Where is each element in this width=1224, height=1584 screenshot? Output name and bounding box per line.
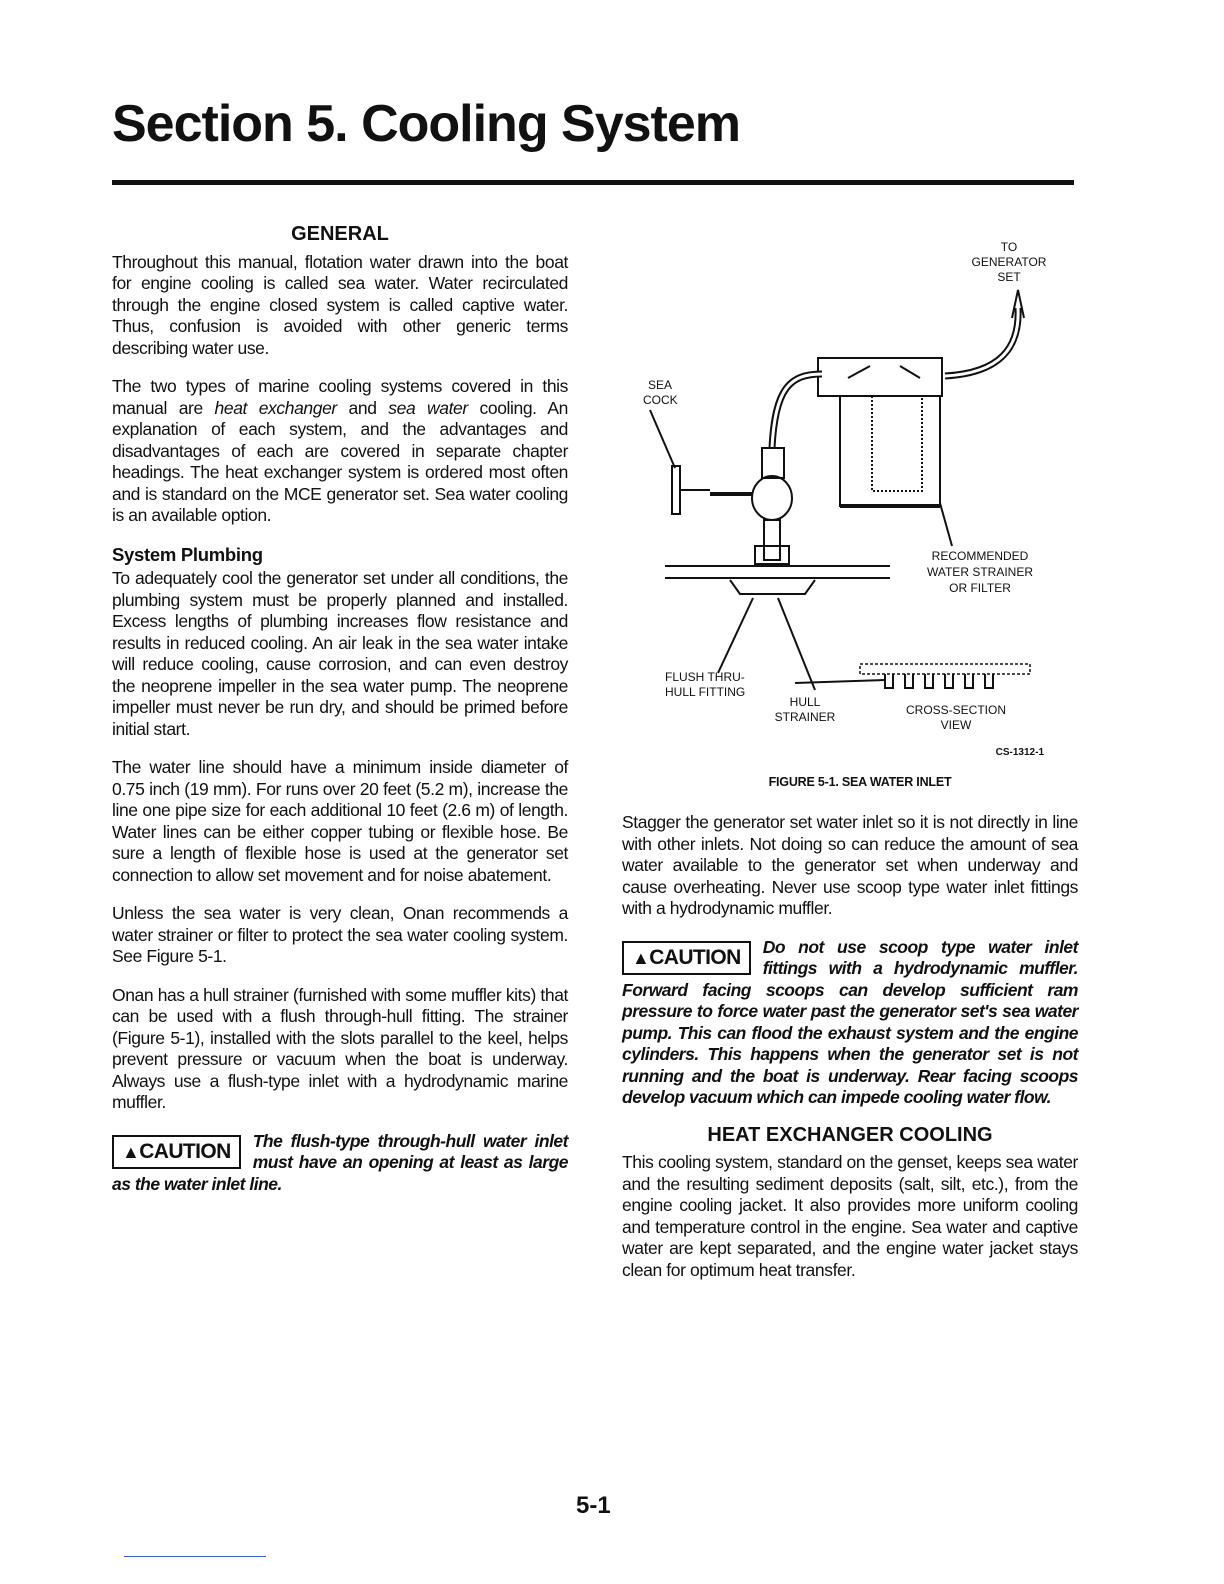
inlet-hose [772, 374, 822, 448]
warning-triangle-icon: ▲ [632, 947, 650, 968]
page-title: Section 5. Cooling System [112, 95, 741, 153]
label-hull-fitting: HULL FITTING [665, 685, 746, 699]
warning-triangle-icon: ▲ [122, 1141, 140, 1162]
label-water-strainer: WATER STRAINER [926, 565, 1034, 579]
caution-badge-label: CAUTION [139, 1139, 231, 1163]
plumbing-paragraph-2: The water line should have a minimum inside diameter of 0.75 inch (19 mm). For runs over 20 feet (5.2 m), increase the line one pipe size for each additional 10 feet (2.6 m) of length. Water lines can be either copper tubing or flexible hose. Be sure a length of flexible hose is used at the generator set connection to allow set movement and for noise abatement. [112, 757, 568, 885]
figure-caption: FIGURE 5-1. SEA WATER INLET [768, 775, 952, 789]
general-p2-b: and [336, 397, 389, 418]
label-code: CS-1312-1 [995, 747, 1044, 758]
heat-exchanger-heading: HEAT EXCHANGER COOLING [707, 1123, 993, 1146]
general-heading: GENERAL [291, 223, 389, 245]
cross-section-view [860, 664, 1030, 674]
stagger-paragraph: Stagger the generator set water inlet so it is not directly in line with other inlets. Not doing so can reduce the amount of sea water available to the generator set when underway and cause overheating. Never use scoop type water inlet fittings with a hydrodynamic muffler. [622, 812, 1078, 918]
general-p2-a: The two types of marine cooling systems covered in this manual are [112, 376, 568, 418]
general-paragraph-1: Throughout this manual, flotation water drawn into the boat for engine cooling is called sea water. Water recirculated through the engine closed system is called captive water. Thus, confusion is avoided with other generic terms describing water use. [112, 251, 568, 358]
general-paragraph-2 [112, 376, 568, 527]
page-number: 5-1 [576, 1492, 611, 1519]
caution-scoop-inlet [622, 937, 1078, 1109]
label-view: VIEW [940, 718, 972, 732]
label-or-filter: OR FILTER [949, 581, 1011, 595]
label-hull: HULL [789, 695, 821, 709]
outlet-hose [945, 308, 1018, 376]
general-p2-em1: heat exchanger [214, 397, 337, 418]
general-p2-em2: sea water [388, 397, 468, 418]
sea-water-inlet-figure [600, 228, 1100, 788]
plumbing-paragraph-4: Onan has a hull strainer (furnished with some muffler kits) that can be used with a flush through-hull fitting. The strainer (Figure 5-1), installed with the slots parallel to the keel, helps prevent pressure or vacuum when the boat is underway. Always use a flush-type inlet with a hydrodynamic marine muffler. [112, 984, 568, 1112]
caution-badge [112, 1135, 241, 1169]
label-strainer: STRAINER [774, 710, 836, 724]
plumbing-paragraph-1: To adequately cool the generator set under all conditions, the plumbing system must be properly planned and installed. Excess lengths of plumbing increases flow resistance and results in reduced cooling. An air leak in the sea water intake will reduce cooling, cause corrosion, and can even destroy the neoprene impeller in the sea water pump. The neoprene impeller must never be run dry, and should be primed before initial start. [112, 568, 568, 739]
hull-strainer-body [730, 580, 815, 594]
left-column [112, 224, 568, 1211]
label-cock: COCK [643, 393, 678, 407]
pointer-arrow [795, 680, 885, 683]
label-flush-thru: FLUSH THRU- [665, 670, 745, 684]
label-recommended: RECOMMENDED [931, 549, 1029, 563]
caution-text: Do not use scoop type water inlet fittings with a hydrodynamic muffler. Forward facing scoops can develop sufficient ram pressure to force water past the generator set's sea water pump. This can flood the exhaust system and the engine cylinders. This happens when the generator set is not running and the boat is underway. Rear facing scoops develop vacuum which can impede cooling water flow. [622, 936, 1078, 1107]
caution-badge-label: CAUTION [649, 945, 741, 969]
label-generator: GENERATOR [971, 255, 1047, 269]
label-to: TO [1000, 240, 1018, 254]
general-p2-c: cooling. An explanation of each system, and the advantages and disadvantages of each are covered in separate chapter headings. The heat exchanger system is ordered most often and is standard on the MCE generator set. Sea water cooling is an available option. [112, 397, 569, 525]
heat-exchanger-paragraph: This cooling system, standard on the genset, keeps sea water and the resulting sediment deposits (salt, silt, etc.), from the engine cooling jacket. It also provides more uniform cooling and temperature control in the engine. Sea water and captive water are kept separated, and the engine water jacket stays clean for optimum heat transfer. [622, 1152, 1078, 1280]
right-column [622, 812, 1078, 1298]
strainer-element [872, 396, 922, 491]
label-cross-section: CROSS-SECTION [905, 703, 1007, 717]
strainer-cap [818, 358, 942, 396]
plumbing-paragraph-3: Unless the sea water is very clean, Onan recommends a water strainer or filter to protect the sea water cooling system. See Figure 5-1. [112, 903, 568, 966]
caution-badge [622, 941, 751, 975]
figure-drawing [650, 290, 1030, 690]
label-set: SET [997, 270, 1021, 284]
sea-cock-valve [752, 476, 792, 520]
strainer-bowl [840, 396, 940, 506]
caution-flush-inlet [112, 1131, 568, 1196]
label-sea: SEA [648, 378, 673, 392]
figure-labels [643, 240, 1047, 758]
strainer-slots [885, 674, 993, 688]
plumbing-heading: System Plumbing [112, 543, 263, 565]
footer-line [124, 1556, 266, 1557]
caution-text: The flush-type through-hull water inlet must have an opening at least as large as the water inlet line. [112, 1130, 568, 1194]
title-rule [112, 180, 1074, 185]
